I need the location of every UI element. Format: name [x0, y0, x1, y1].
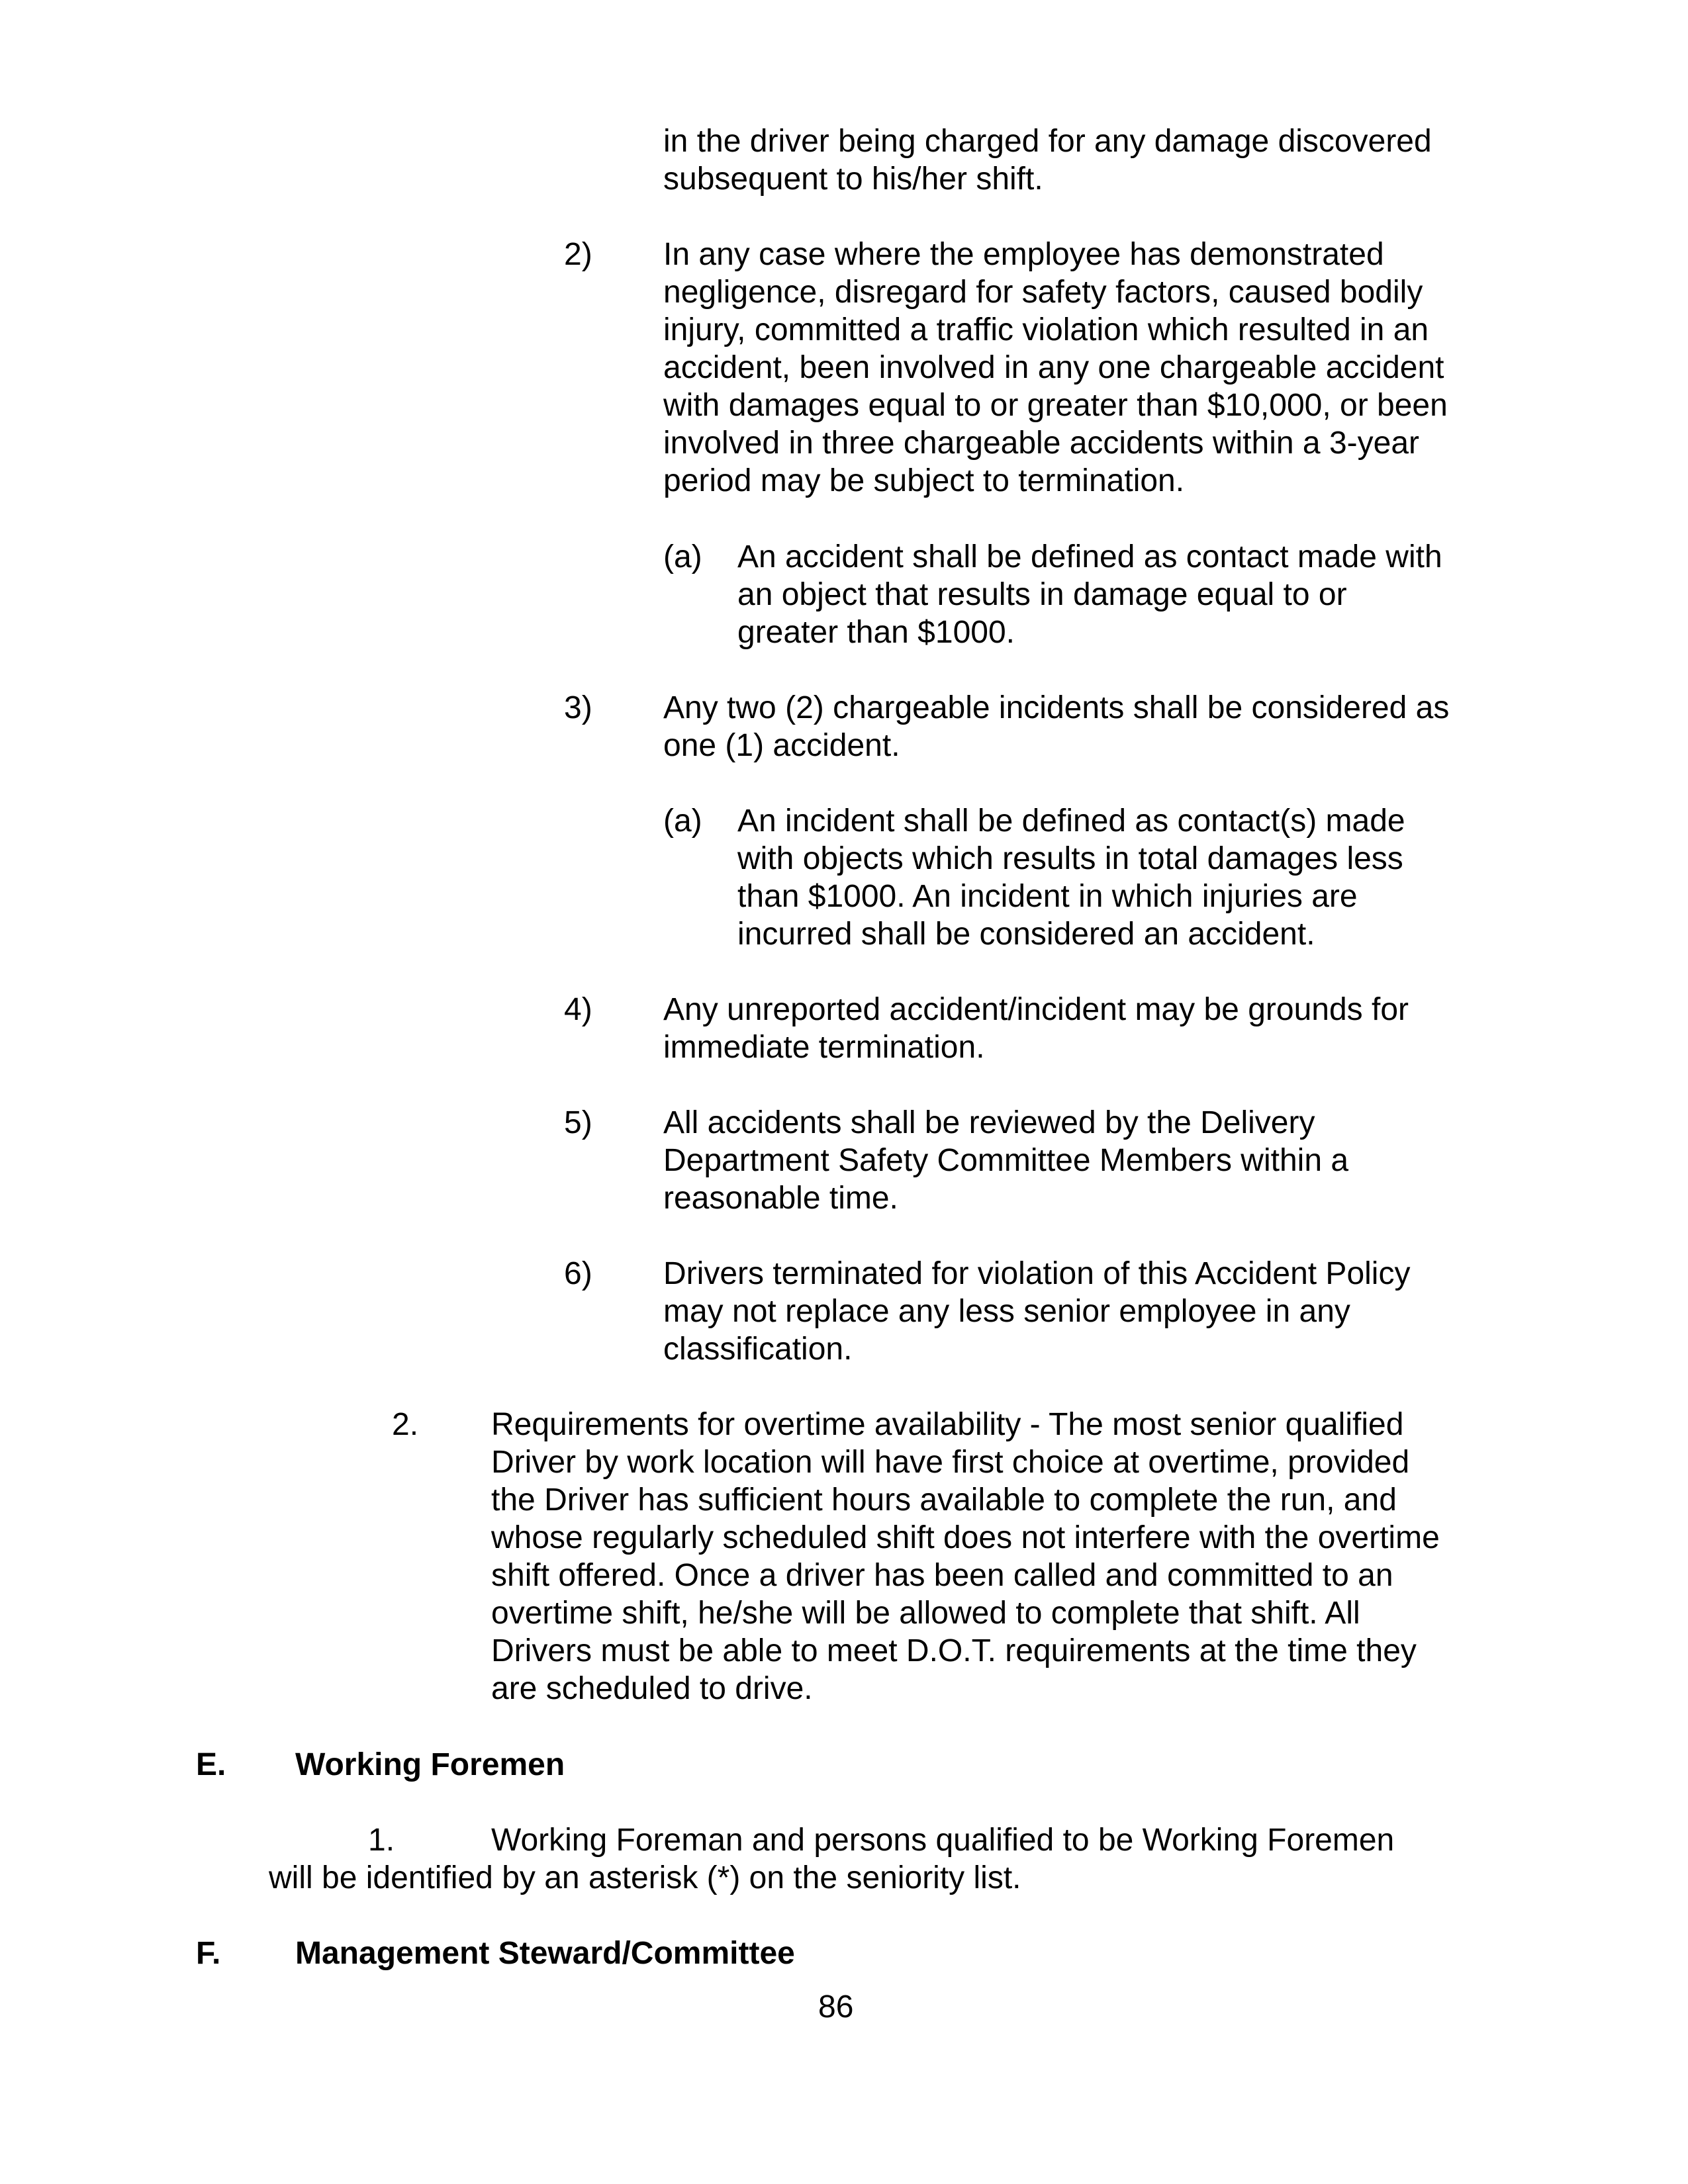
continuation-paragraph [663, 122, 1432, 198]
text-line: Any two (2) chargeable incidents shall be considered as [663, 690, 1450, 725]
text-line: negligence, disregard for safety factors, caused bodily [663, 275, 1423, 310]
section-e-letter: E. [196, 1747, 226, 1782]
section-e-title: Working Foremen [295, 1747, 565, 1782]
text-line: incurred shall be considered an accident. [737, 917, 1315, 952]
text-line: immediate termination. [663, 1030, 985, 1065]
text-line: Any unreported accident/incident may be grounds for [663, 992, 1409, 1027]
text-line: with damages equal to or greater than $10,000, or been [663, 388, 1448, 423]
text-line: the Driver has sufficient hours available to complete the run, and [491, 1482, 1397, 1518]
numbered-item-2 [491, 1406, 1440, 1707]
text-line: An accident shall be defined as contact made with [737, 539, 1442, 574]
text-line: An incident shall be defined as contact(s) made [737, 803, 1405, 839]
text-line: reasonable time. [663, 1181, 898, 1216]
section-e-item-marker: 1. [368, 1823, 395, 1858]
section-f-title: Management Steward/Committee [295, 1936, 795, 1971]
text-line: period may be subject to termination. [663, 463, 1185, 498]
text-line: Drivers must be able to meet D.O.T. requirements at the time they [491, 1633, 1417, 1668]
text-line: are scheduled to drive. [491, 1671, 813, 1706]
text-line: overtime shift, he/she will be allowed to complete that shift. All [491, 1596, 1360, 1631]
sub-item-2a [737, 538, 1442, 651]
text-line: one (1) accident. [663, 728, 900, 763]
text-line: an object that results in damage equal to or [737, 577, 1347, 612]
text-line: subsequent to his/her shift. [663, 161, 1043, 197]
list-marker: 4) [564, 992, 592, 1027]
section-e-item-first-line: Working Foreman and persons qualified to be Working Foremen [491, 1823, 1395, 1858]
list-item-5 [663, 1104, 1348, 1217]
text-line: whose regularly scheduled shift does not interfere with the overtime [491, 1520, 1440, 1555]
list-item-6 [663, 1255, 1410, 1368]
text-line: accident, been involved in any one chargeable accident [663, 350, 1444, 385]
list-marker: 5) [564, 1105, 592, 1140]
text-line: All accidents shall be reviewed by the Delivery [663, 1105, 1315, 1140]
list-marker: 6) [564, 1256, 592, 1291]
section-e-item-second-line: will be identified by an asterisk (*) on the seniority list. [269, 1860, 1021, 1895]
sub-list-marker: (a) [663, 803, 702, 839]
list-marker: 3) [564, 690, 592, 725]
text-line: Requirements for overtime availability - The most senior qualified [491, 1407, 1404, 1442]
list-item-2 [663, 236, 1448, 500]
text-line: may not replace any less senior employee in any [663, 1294, 1350, 1329]
text-line: injury, committed a traffic violation which resulted in an [663, 312, 1429, 347]
text-line: in the driver being charged for any damage discovered [663, 124, 1432, 159]
sub-list-marker: (a) [663, 539, 702, 574]
text-line: classification. [663, 1332, 853, 1367]
section-f-letter: F. [196, 1936, 221, 1971]
list-item-3 [663, 689, 1449, 764]
page-number: 86 [818, 1989, 854, 2025]
list-item-4 [663, 991, 1409, 1066]
text-line: Driver by work location will have first choice at overtime, provided [491, 1445, 1410, 1480]
text-line: than $1000. An incident in which injuries are [737, 879, 1358, 914]
text-line: In any case where the employee has demonstrated [663, 237, 1384, 272]
numbered-marker: 2. [392, 1407, 419, 1442]
text-line: Drivers terminated for violation of this Accident Policy [663, 1256, 1411, 1291]
sub-item-3a [737, 802, 1405, 953]
text-line: with objects which results in total damages less [737, 841, 1403, 876]
text-line: greater than $1000. [737, 615, 1015, 650]
text-line: shift offered. Once a driver has been called and committed to an [491, 1558, 1393, 1593]
text-line: involved in three chargeable accidents within a 3-year [663, 426, 1419, 461]
list-marker: 2) [564, 237, 592, 272]
text-line: Department Safety Committee Members within a [663, 1143, 1349, 1178]
